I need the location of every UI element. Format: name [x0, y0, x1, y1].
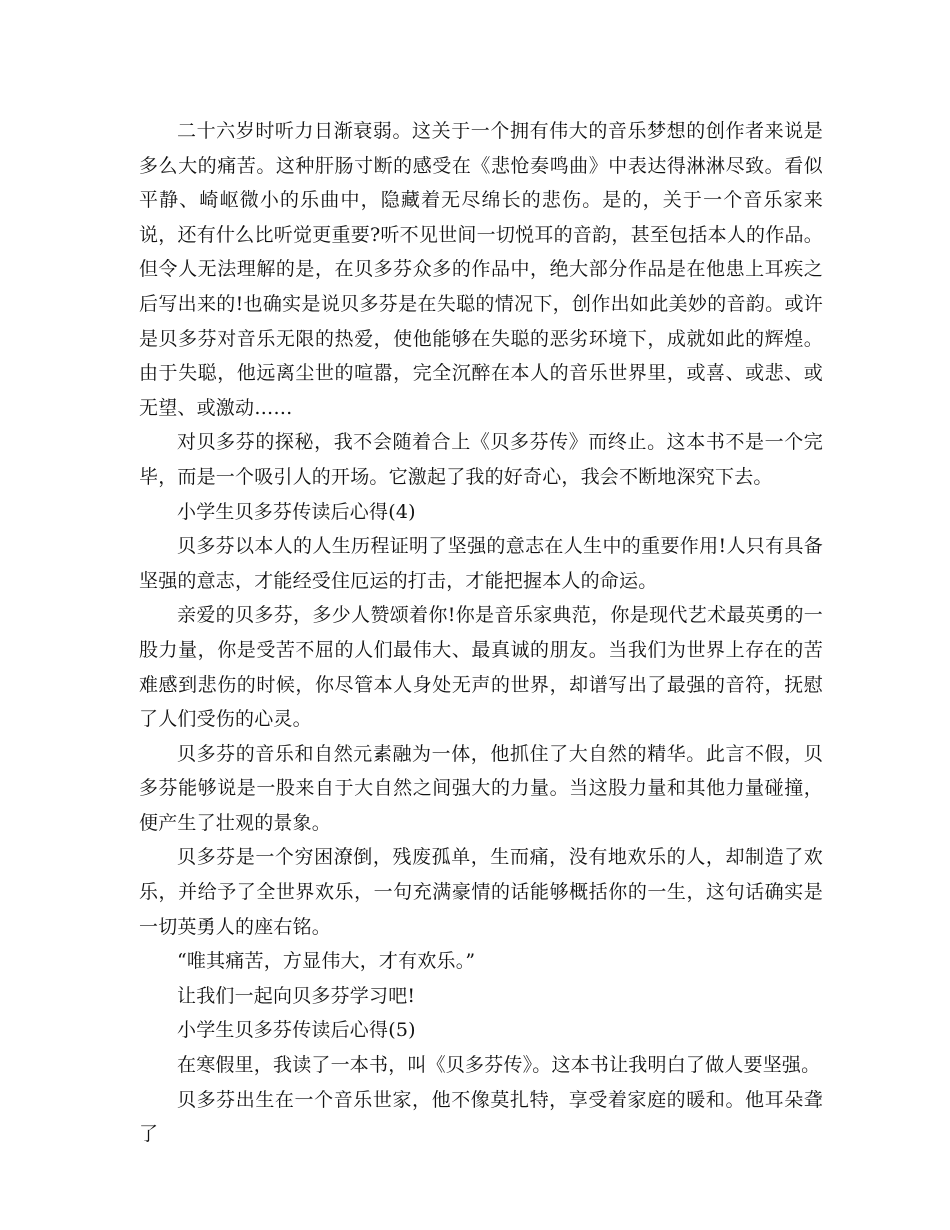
paragraph: 贝多芬是一个穷困潦倒，残废孤单，生而痛，没有地欢乐的人，却制造了欢乐，并给予了全世界欢乐，一句充满豪情的话能够概括你的一生，这句话确实是一切英勇人的座右铭。 — [139, 846, 823, 938]
paragraph: 贝多芬的音乐和自然元素融为一体，他抓住了大自然的精华。此言不假，贝多芬能够说是一股来自于大自然之间强大的力量。当这股力量和其他力量碰撞，便产生了壮观的景象。 — [139, 742, 823, 834]
paragraph: 让我们一起向贝多芬学习吧! — [177, 984, 416, 1007]
paragraph: 在寒假里，我读了一本书，叫《贝多芬传》。这本书让我明白了做人要坚强。 — [177, 1054, 821, 1077]
section-heading: 小学生贝多芬传读后心得(4) — [177, 500, 416, 523]
paragraph: 亲爱的贝多芬，多少人赞颂着你!你是音乐家典范，你是现代艺术最英勇的一股力量，你是受苦不屈的人们最伟大、最真诚的朋友。当我们为世界上存在的苦难感到悲伤的时候，你尽管本人身处无声的世界，却谱写出了最强的音符，抚慰了人们受伤的心灵。 — [139, 604, 823, 731]
quote: “唯其痛苦，方显伟大，才有欢乐。” — [177, 950, 476, 973]
paragraph: 贝多芬出生在一个音乐世家，他不像莫扎特，享受着家庭的暖和。他耳朵聋了 — [139, 1088, 823, 1146]
document-body — [139, 114, 823, 1152]
paragraph: 二十六岁时听力日渐衰弱。这关于一个拥有伟大的音乐梦想的创作者来说是多么大的痛苦。这种肝肠寸断的感受在《悲怆奏鸣曲》中表达得淋淋尽致。看似平静、崎岖微小的乐曲中，隐藏着无尽绵长的悲伤。是的，关于一个音乐家来说，还有什么比听觉更重要?听不见世间一切悦耳的音韵，甚至包括本人的作品。但令人无法理解的是，在贝多芬众多的作品中，绝大部分作品是在他患上耳疾之后写出来的!也确实是说贝多芬是在失聪的情况下，创作出如此美妙的音韵。或许是贝多芬对音乐无限的热爱，使他能够在失聪的恶劣环境下，成就如此的辉煌。由于失聪，他远离尘世的喧嚣，完全沉醉在本人的音乐世界里，或喜、或悲、或无望、或激动…… — [139, 120, 823, 419]
paragraph: 贝多芬以本人的人生历程证明了坚强的意志在人生中的重要作用!人只有具备坚强的意志，才能经受住厄运的打击，才能把握本人的命运。 — [139, 535, 823, 592]
section-heading: 小学生贝多芬传读后心得(5) — [177, 1019, 416, 1042]
paragraph: 对贝多芬的探秘，我不会随着合上《贝多芬传》而终止。这本书不是一个完毕，而是一个吸引人的开场。它激起了我的好奇心，我会不断地深究下去。 — [139, 431, 823, 488]
